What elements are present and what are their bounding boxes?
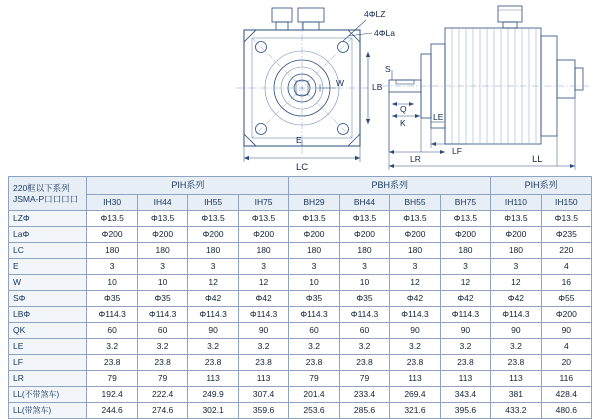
cell-lr-ih150: 116	[541, 371, 591, 387]
cell-la-ih44: Φ200	[137, 227, 187, 243]
cell-la-ih150: Φ235	[541, 227, 591, 243]
series-group-header-2: PIH系列	[491, 177, 592, 195]
cell-e-ih30: 3	[87, 259, 137, 275]
cell-la-ih110: Φ200	[491, 227, 541, 243]
row-label-la: LaΦ	[9, 227, 87, 243]
motor-dimension-drawing	[0, 0, 600, 172]
column-header-ih110: IH110	[491, 195, 541, 211]
cell-ll-brake-ih150: 480.6	[541, 403, 591, 419]
cell-ll-nobrake-bh44: 233.4	[339, 387, 389, 403]
cell-w-ih44: 10	[137, 275, 187, 291]
table-head	[9, 177, 592, 211]
cell-le-ih44: 3.2	[137, 339, 187, 355]
cell-ll-brake-bh44: 285.6	[339, 403, 389, 419]
cell-la-bh44: Φ200	[339, 227, 389, 243]
row-label-ll-brake: LL(带煞车)	[9, 403, 87, 419]
table-row	[9, 275, 592, 291]
cell-qk-bh44: 60	[339, 323, 389, 339]
table-row	[9, 387, 592, 403]
cell-lc-bh55: 180	[390, 243, 440, 259]
cell-lr-bh44: 79	[339, 371, 389, 387]
cell-e-ih150: 4	[541, 259, 591, 275]
cell-lf-ih44: 23.8	[137, 355, 187, 371]
cell-w-bh55: 12	[390, 275, 440, 291]
column-header-ih30: IH30	[87, 195, 137, 211]
label-lf: LF	[452, 146, 462, 156]
cell-lr-ih75: 113	[238, 371, 288, 387]
cell-lz-bh75: Φ13.5	[440, 211, 490, 227]
cell-ll-nobrake-bh29: 201.4	[289, 387, 339, 403]
cell-s-bh29: Φ35	[289, 291, 339, 307]
table-column-row	[9, 195, 592, 211]
column-header-bh29: BH29	[289, 195, 339, 211]
cell-lz-ih75: Φ13.5	[238, 211, 288, 227]
cell-la-ih55: Φ200	[188, 227, 238, 243]
cell-e-bh55: 3	[390, 259, 440, 275]
cell-e-bh75: 3	[440, 259, 490, 275]
cell-ll-brake-ih30: 244.6	[87, 403, 137, 419]
cell-lf-bh55: 23.8	[390, 355, 440, 371]
cell-w-ih75: 12	[238, 275, 288, 291]
cell-w-bh44: 10	[339, 275, 389, 291]
column-header-ih44: IH44	[137, 195, 187, 211]
cell-lf-bh44: 23.8	[339, 355, 389, 371]
cell-la-bh29: Φ200	[289, 227, 339, 243]
label-ll: LL	[532, 154, 543, 165]
table-row	[9, 355, 592, 371]
cell-qk-bh55: 90	[390, 323, 440, 339]
cell-lf-ih110: 23.8	[491, 355, 541, 371]
cell-lb-ih150: Φ200	[541, 307, 591, 323]
cell-lc-bh75: 180	[440, 243, 490, 259]
cell-lf-ih55: 23.8	[188, 355, 238, 371]
table-row	[9, 259, 592, 275]
cell-lb-ih75: Φ114.3	[238, 307, 288, 323]
cell-w-ih150: 16	[541, 275, 591, 291]
label-4phila: 4ΦLa	[374, 28, 395, 38]
cell-lz-bh44: Φ13.5	[339, 211, 389, 227]
cell-lz-ih44: Φ13.5	[137, 211, 187, 227]
row-label-qk: QK	[9, 323, 87, 339]
label-e: E	[296, 135, 302, 145]
cell-lb-ih30: Φ114.3	[87, 307, 137, 323]
cell-ll-nobrake-ih55: 249.9	[188, 387, 238, 403]
label-lb: LB	[372, 82, 383, 92]
table-row	[9, 291, 592, 307]
cell-s-bh55: Φ42	[390, 291, 440, 307]
cell-w-bh75: 12	[440, 275, 490, 291]
cell-lb-bh75: Φ114.3	[440, 307, 490, 323]
row-label-lb: LBΦ	[9, 307, 87, 323]
cell-lc-ih110: 180	[491, 243, 541, 259]
cell-s-ih55: Φ42	[188, 291, 238, 307]
row-label-ll-no-brake: LL(不带煞车)	[9, 387, 87, 403]
table-header-group-row	[9, 177, 592, 195]
cell-lr-ih110: 113	[491, 371, 541, 387]
table-row	[9, 243, 592, 259]
cell-lc-bh44: 180	[339, 243, 389, 259]
cell-ll-brake-bh29: 253.6	[289, 403, 339, 419]
dimension-table-wrapper	[8, 176, 592, 419]
row-label-e: E	[9, 259, 87, 275]
label-s: S	[385, 64, 391, 74]
cell-lf-bh75: 23.8	[440, 355, 490, 371]
cell-lr-bh55: 113	[390, 371, 440, 387]
cell-ll-brake-ih44: 274.6	[137, 403, 187, 419]
cell-qk-bh75: 90	[440, 323, 490, 339]
cell-s-ih110: Φ42	[491, 291, 541, 307]
cell-le-bh29: 3.2	[289, 339, 339, 355]
row-label-lr: LR	[9, 371, 87, 387]
cell-lr-bh75: 113	[440, 371, 490, 387]
cell-qk-bh29: 60	[289, 323, 339, 339]
table-body	[9, 211, 592, 419]
cell-lz-ih150: Φ13.5	[541, 211, 591, 227]
corner-line-2: JSMA-P口口口口	[13, 193, 79, 204]
cell-lf-ih75: 23.8	[238, 355, 288, 371]
row-label-s: SΦ	[9, 291, 87, 307]
cell-w-ih55: 12	[188, 275, 238, 291]
cell-qk-ih75: 90	[238, 323, 288, 339]
cell-w-bh29: 10	[289, 275, 339, 291]
cell-lf-bh29: 23.8	[289, 355, 339, 371]
cell-le-bh55: 3.2	[390, 339, 440, 355]
cell-lr-ih30: 79	[87, 371, 137, 387]
cell-s-ih44: Φ35	[137, 291, 187, 307]
cell-lc-ih150: 220	[541, 243, 591, 259]
cell-w-ih30: 10	[87, 275, 137, 291]
label-k: K	[400, 118, 406, 128]
cell-s-ih150: Φ55	[541, 291, 591, 307]
table-row	[9, 211, 592, 227]
cell-ll-nobrake-bh75: 343.4	[440, 387, 490, 403]
cell-lc-ih75: 180	[238, 243, 288, 259]
cell-lz-ih30: Φ13.5	[87, 211, 137, 227]
cell-ll-nobrake-ih75: 307.4	[238, 387, 288, 403]
cell-e-ih75: 3	[238, 259, 288, 275]
cell-lb-ih110: Φ114.3	[491, 307, 541, 323]
cell-qk-ih30: 60	[87, 323, 137, 339]
cell-lr-ih44: 79	[137, 371, 187, 387]
series-group-header-0: PIH系列	[87, 177, 289, 195]
cell-lc-ih44: 180	[137, 243, 187, 259]
cell-qk-ih150: 90	[541, 323, 591, 339]
cell-le-ih55: 3.2	[188, 339, 238, 355]
cell-le-ih30: 3.2	[87, 339, 137, 355]
table-row	[9, 227, 592, 243]
cell-s-bh44: Φ35	[339, 291, 389, 307]
cell-le-ih150: 4	[541, 339, 591, 355]
cell-lc-bh29: 180	[289, 243, 339, 259]
cell-ll-brake-ih75: 359.6	[238, 403, 288, 419]
cell-lf-ih150: 20	[541, 355, 591, 371]
cell-ll-brake-bh55: 321.6	[390, 403, 440, 419]
cell-lb-bh44: Φ114.3	[339, 307, 389, 323]
cell-e-bh29: 3	[289, 259, 339, 275]
label-q: Q	[400, 104, 407, 114]
column-header-bh55: BH55	[390, 195, 440, 211]
row-label-lc: LC	[9, 243, 87, 259]
cell-lr-ih55: 113	[188, 371, 238, 387]
row-label-lz: LZΦ	[9, 211, 87, 227]
cell-ll-nobrake-ih44: 222.4	[137, 387, 187, 403]
cell-e-ih55: 3	[188, 259, 238, 275]
row-label-lf: LF	[9, 355, 87, 371]
cell-le-bh75: 3.2	[440, 339, 490, 355]
cell-la-bh55: Φ200	[390, 227, 440, 243]
cell-e-ih44: 3	[137, 259, 187, 275]
table-row	[9, 339, 592, 355]
column-header-ih55: IH55	[188, 195, 238, 211]
cell-qk-ih55: 90	[188, 323, 238, 339]
cell-qk-ih110: 90	[491, 323, 541, 339]
cell-lz-ih110: Φ13.5	[491, 211, 541, 227]
label-lr: LR	[410, 154, 421, 164]
cell-lz-bh29: Φ13.5	[289, 211, 339, 227]
cell-s-bh75: Φ42	[440, 291, 490, 307]
cell-la-bh75: Φ200	[440, 227, 490, 243]
label-4philz: 4ΦLZ	[364, 9, 386, 19]
cell-lb-ih44: Φ114.3	[137, 307, 187, 323]
label-lc: LC	[296, 162, 309, 172]
cell-le-ih110: 3.2	[491, 339, 541, 355]
cell-s-ih75: Φ42	[238, 291, 288, 307]
cell-lc-ih55: 180	[188, 243, 238, 259]
column-header-ih75: IH75	[238, 195, 288, 211]
label-w: W	[336, 78, 345, 88]
cell-ll-nobrake-ih30: 192.4	[87, 387, 137, 403]
column-header-ih150: IH150	[541, 195, 591, 211]
cell-lb-bh29: Φ114.3	[289, 307, 339, 323]
cell-e-bh44: 3	[339, 259, 389, 275]
cell-la-ih30: Φ200	[87, 227, 137, 243]
table-row	[9, 307, 592, 323]
cell-lz-bh55: Φ13.5	[390, 211, 440, 227]
column-header-bh75: BH75	[440, 195, 490, 211]
cell-w-ih110: 12	[491, 275, 541, 291]
cell-ll-nobrake-ih110: 381	[491, 387, 541, 403]
row-label-le: LE	[9, 339, 87, 355]
cell-qk-ih44: 60	[137, 323, 187, 339]
dimension-table	[8, 176, 592, 419]
label-le: LE	[433, 112, 444, 122]
cell-lb-ih55: Φ114.3	[188, 307, 238, 323]
cell-le-ih75: 3.2	[238, 339, 288, 355]
table-row	[9, 371, 592, 387]
row-label-w: W	[9, 275, 87, 291]
cell-e-ih110: 3	[491, 259, 541, 275]
cell-ll-brake-ih55: 302.1	[188, 403, 238, 419]
cell-ll-brake-bh75: 395.6	[440, 403, 490, 419]
cell-lz-ih55: Φ13.5	[188, 211, 238, 227]
cell-lr-bh29: 79	[289, 371, 339, 387]
cell-lc-ih30: 180	[87, 243, 137, 259]
cell-lf-ih30: 23.8	[87, 355, 137, 371]
corner-line-1: 220框以下系列	[13, 182, 70, 193]
cell-le-bh44: 3.2	[339, 339, 389, 355]
column-header-bh44: BH44	[339, 195, 389, 211]
table-row	[9, 323, 592, 339]
cell-la-ih75: Φ200	[238, 227, 288, 243]
cell-ll-nobrake-ih150: 428.4	[541, 387, 591, 403]
cell-lb-bh55: Φ114.3	[390, 307, 440, 323]
cell-s-ih30: Φ35	[87, 291, 137, 307]
cell-ll-nobrake-bh55: 269.4	[390, 387, 440, 403]
series-group-header-1: PBH系列	[289, 177, 491, 195]
cell-ll-brake-ih110: 433.2	[491, 403, 541, 419]
table-corner-header	[9, 177, 87, 211]
